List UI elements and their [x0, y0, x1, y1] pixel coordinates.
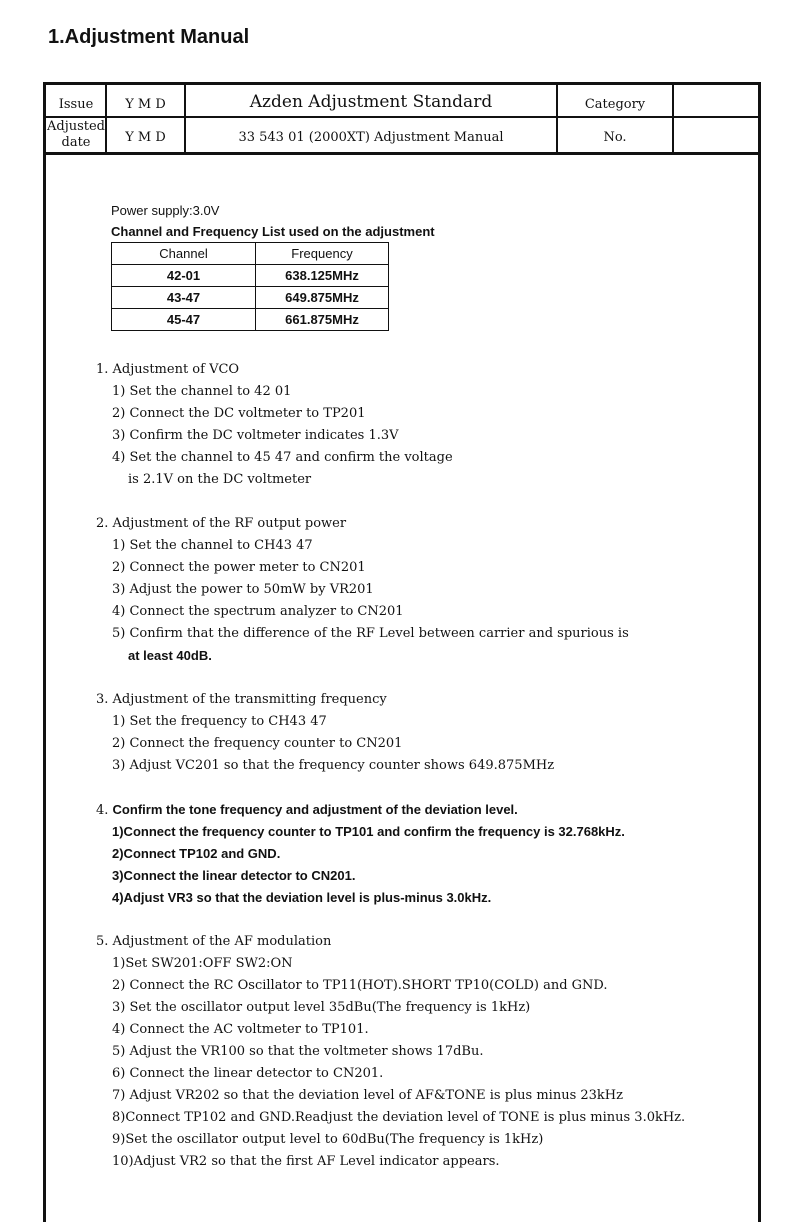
step-line: 3)Connect the linear detector to CN201.	[112, 868, 356, 883]
step-line: 4) Connect the AC voltmeter to TP101.	[112, 1022, 369, 1037]
table-row	[112, 309, 389, 331]
section-heading	[96, 799, 756, 821]
section-rf-power	[96, 513, 756, 667]
frequency-table	[111, 242, 389, 331]
adjusted-ymd: Y M D	[125, 129, 166, 145]
step-line: 4) Connect the spectrum analyzer to CN201	[112, 604, 404, 619]
table-cell: 661.875MHz	[256, 309, 389, 331]
section-heading: 3. Adjustment of the transmitting frequency	[96, 692, 387, 707]
header-grid	[46, 85, 758, 155]
table-cell: 43-47	[112, 287, 256, 309]
column-header: Frequency	[256, 243, 389, 265]
number-label: No.	[603, 129, 627, 145]
table-cell: 649.875MHz	[256, 287, 389, 309]
section-af-modulation	[96, 931, 756, 1173]
channel-caption: Channel and Frequency List used on the adjustment	[111, 224, 435, 239]
table-row	[112, 287, 389, 309]
section-transmit-frequency	[96, 689, 756, 777]
power-supply: Power supply:3.0V	[111, 203, 220, 218]
table-cell: 42-01	[112, 265, 256, 287]
step-line: 1) Set the channel to CH43 47	[112, 538, 313, 553]
manual-title: 33 543 01 (2000XT) Adjustment Manual	[238, 129, 504, 145]
step-line: 2)Connect TP102 and GND.	[112, 846, 281, 861]
step-line: 6) Connect the linear detector to CN201.	[112, 1066, 384, 1081]
step-line: 2) Connect the RC Oscillator to TP11(HOT).SHORT TP10(COLD) and GND.	[112, 978, 608, 993]
step-line: 2) Connect the DC voltmeter to TP201	[112, 406, 366, 421]
step-line: 5) Adjust the VR100 so that the voltmeter shows 17dBu.	[112, 1044, 484, 1059]
document-frame	[43, 82, 761, 1222]
step-line: 7) Adjust VR202 so that the deviation level of AF&TONE is plus minus 23kHz	[112, 1088, 623, 1103]
document-title: 1.Adjustment Manual	[48, 26, 250, 48]
issue-ymd: Y M D	[125, 96, 166, 112]
step-line: 5) Confirm that the difference of the RF Level between carrier and spurious is	[112, 626, 629, 641]
step-line: 2) Connect the frequency counter to CN201	[112, 736, 403, 751]
issue-label: Issue	[58, 96, 94, 112]
table-cell: 45-47	[112, 309, 256, 331]
adjusted-date-label: Adjusted date	[46, 119, 106, 150]
step-line: 2) Connect the power meter to CN201	[112, 560, 366, 575]
table-header-row	[112, 243, 389, 265]
step-line: 3) Confirm the DC voltmeter indicates 1.3V	[112, 428, 399, 443]
step-line: 1)Set SW201:OFF SW2:ON	[112, 956, 293, 971]
step-line: is 2.1V on the DC voltmeter	[128, 472, 312, 487]
table-row	[112, 265, 389, 287]
adjustment-steps	[96, 359, 756, 1195]
step-line: 4)Adjust VR3 so that the deviation level is plus-minus 3.0kHz.	[112, 890, 492, 905]
category-value	[674, 89, 758, 119]
step-line: at least 40dB.	[128, 648, 212, 663]
step-line: 1)Connect the frequency counter to TP101 and confirm the frequency is 32.768kHz.	[112, 824, 625, 839]
table-cell: 638.125MHz	[256, 265, 389, 287]
step-line: 3) Adjust VC201 so that the frequency counter shows 649.875MHz	[112, 758, 555, 773]
step-line: 1) Set the frequency to CH43 47	[112, 714, 327, 729]
section-heading-text: Confirm the tone frequency and adjustment of the deviation level.	[112, 802, 518, 817]
category-label: Category	[584, 96, 646, 112]
section-heading: 2. Adjustment of the RF output power	[96, 516, 347, 531]
step-line: 3) Set the oscillator output level 35dBu(The frequency is 1kHz)	[112, 1000, 531, 1015]
step-line: 4) Set the channel to 45 47 and confirm the voltage	[112, 450, 453, 465]
step-line: 8)Connect TP102 and GND.Readjust the deviation level of TONE is plus minus 3.0kHz.	[112, 1110, 686, 1125]
step-line: 3) Adjust the power to 50mW by VR201	[112, 582, 374, 597]
section-number: 4.	[96, 803, 113, 818]
section-vco	[96, 359, 756, 491]
column-header: Channel	[112, 243, 256, 265]
section-heading: 1. Adjustment of VCO	[96, 362, 240, 377]
parameters-block	[111, 203, 435, 331]
section-heading: 5. Adjustment of the AF modulation	[96, 934, 332, 949]
standard-title: Azden Adjustment Standard	[249, 92, 493, 112]
number-value	[674, 122, 758, 152]
step-line: 10)Adjust VR2 so that the first AF Level indicator appears.	[112, 1154, 500, 1169]
step-line: 9)Set the oscillator output level to 60dBu(The frequency is 1kHz)	[112, 1132, 544, 1147]
step-line: 1) Set the channel to 42 01	[112, 384, 292, 399]
section-tone-deviation	[96, 799, 756, 909]
